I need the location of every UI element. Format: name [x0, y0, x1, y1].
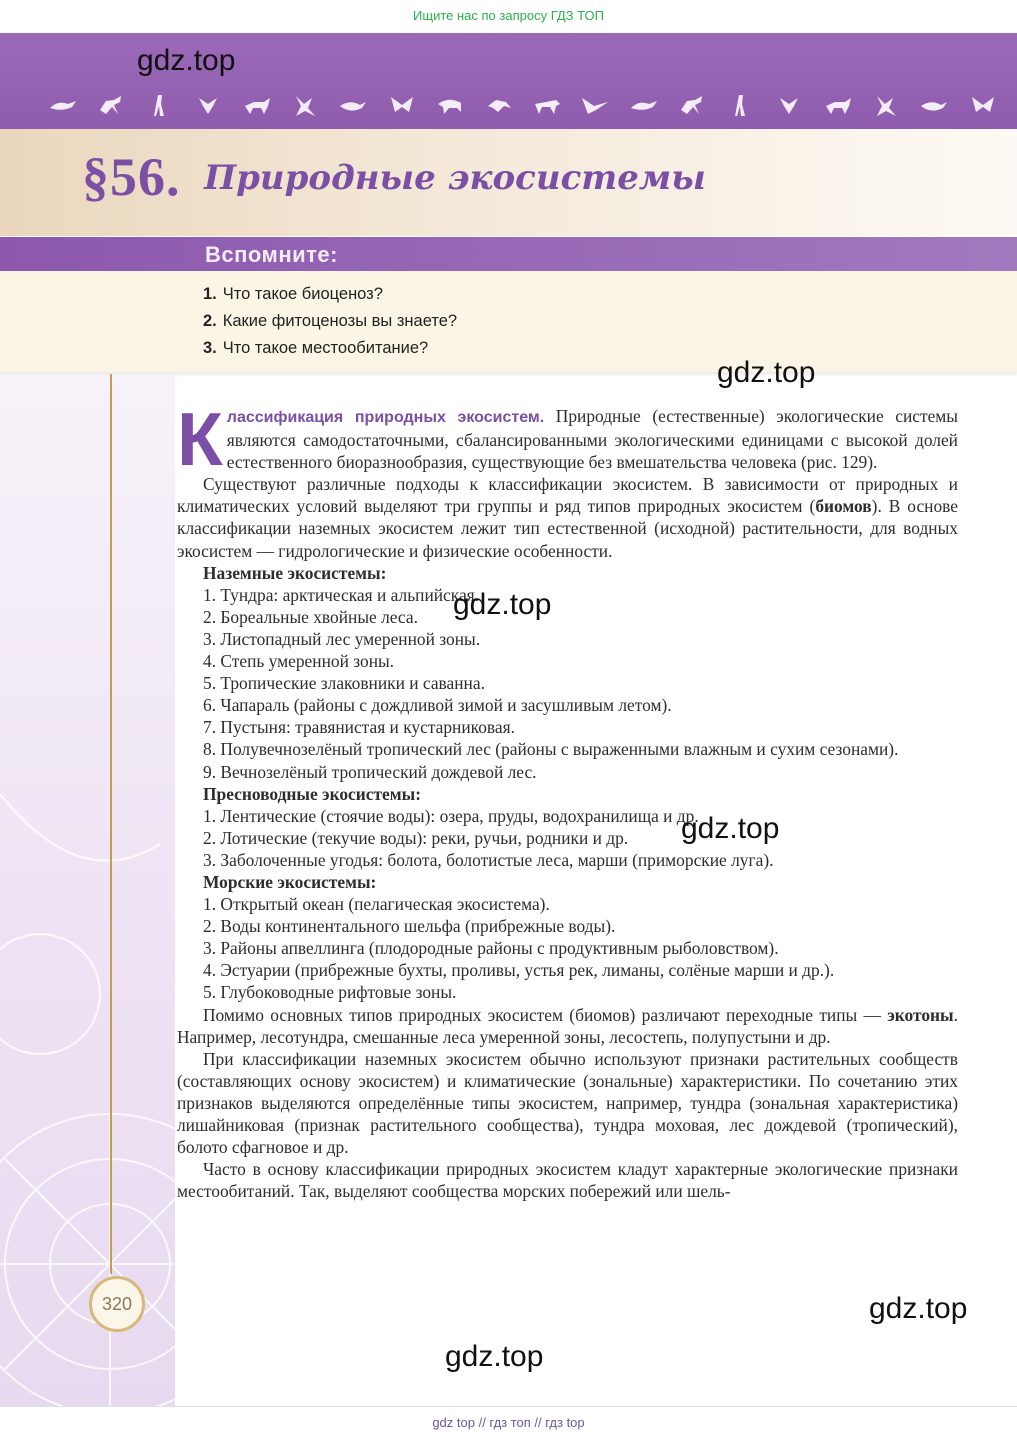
- animal-icon: [774, 92, 804, 118]
- list-item: 4. Эстуарии (прибрежные бухты, проливы, устья рек, лиманы, солёные марши и др.).: [203, 960, 835, 981]
- list-item: 2. Воды континентального шельфа (прибрежные воды).: [203, 916, 616, 937]
- recall-question: 2. Какие фитоценозы вы знаете?: [203, 312, 458, 330]
- list-item: 8. Полувечнозелёный тропический лес (районы с выраженными влажным и сухим сезонами).: [203, 739, 899, 760]
- list-item: 3. Листопадный лес умеренной зоны.: [203, 628, 481, 649]
- paragraph-title: Природные экосистемы: [204, 158, 706, 198]
- animal-icon: [871, 92, 901, 118]
- footer-divider: [0, 1406, 1017, 1407]
- drop-cap: К: [177, 397, 223, 481]
- animal-icon: [726, 92, 756, 118]
- animal-icon: [919, 92, 949, 118]
- animal-icon: [677, 92, 707, 118]
- animal-silhouette-row: [48, 90, 998, 120]
- list-item: 2. Лотические (текучие воды): реки, ручьи, родники и др.: [203, 827, 629, 848]
- list-item: 5. Глубоководные рифтовые зоны.: [203, 982, 457, 1003]
- animal-icon: [242, 92, 272, 118]
- animal-icon: [532, 92, 562, 118]
- animal-icon: [96, 92, 126, 118]
- list-item: 6. Чапараль (районы с дождливой зимой и засушливым летом).: [203, 695, 672, 716]
- body-paragraph: Помимо основных типов природных экосистем (биомов) различают переходные типы — экотоны. Например, лесотундра, смешанные леса умеренной зоны, лесостепь, полупустыни и др.: [177, 1004, 958, 1047]
- list-item: 5. Тропические злаковники и саванна.: [203, 673, 485, 694]
- recall-header-bar: [0, 237, 1017, 271]
- list-heading: Наземные экосистемы:: [203, 562, 387, 583]
- animal-icon: [435, 92, 465, 118]
- watermark: gdz.top: [717, 356, 816, 389]
- section-lead: лассификация природных экосистем.: [226, 409, 545, 426]
- animal-icon: [290, 92, 320, 118]
- list-item: 9. Вечнозелёный тропический дождевой лес.: [203, 761, 537, 782]
- list-heading: Пресноводные экосистемы:: [203, 783, 421, 804]
- watermark: gdz.top: [869, 1292, 968, 1325]
- footer-links: gdz top // гдз топ // гдз top: [432, 1415, 585, 1430]
- top-search-note: Ищите нас по запросу ГДЗ ТОП: [413, 8, 604, 23]
- margin-rule: [110, 374, 112, 1274]
- side-decoration: [0, 374, 175, 1406]
- recall-title: Вспомните:: [205, 242, 338, 267]
- body-paragraph: При классификации наземных экосистем обычно используют признаки растительных сообществ (составляющих основу экосистем) и климатические (зональные) характеристики. По сочетанию этих признаков выделяются определённые типы экосистем, например, тундра (зональная характеристика) лишайниковая (признак растительного сообщества), тундра моховая, лес дождевой (тропический), болото сфагновое и др.: [177, 1048, 958, 1158]
- list-item: 4. Степь умеренной зоны.: [203, 651, 395, 672]
- list-item: 1. Открытый океан (пелагическая экосистема).: [203, 894, 550, 915]
- list-item: 1. Тундра: арктическая и альпийская.: [203, 584, 480, 605]
- animal-icon: [580, 92, 610, 118]
- body-paragraph: Существуют различные подходы к классификации экосистем. В зависимости от природных и климатических условий выделяют три группы и ряд типов природных экосистем (биомов). В основе классификации наземных экосистем лежит тип естественной (исходной) растительности, для водных экосистем — гидрологические и физические особенности.: [177, 474, 958, 561]
- page-number: 320: [89, 1276, 145, 1332]
- paragraph-number: §56.: [82, 147, 181, 207]
- list-item: 3. Заболоченные угодья: болота, болотистые леса, марши (приморские луга).: [203, 849, 774, 870]
- list-item: 2. Бореальные хвойные леса.: [203, 606, 418, 627]
- body-paragraph: Часто в основу классификации природных экосистем кладут характерные экологические признаки местообитаний. Так, выделяют сообщества морских побережий или шель-: [177, 1159, 958, 1202]
- recall-question: 3. Что такое местообитание?: [203, 339, 429, 357]
- animal-icon: [387, 92, 417, 118]
- animal-icon: [484, 92, 514, 118]
- animal-icon: [823, 92, 853, 118]
- recall-box: [0, 271, 1017, 372]
- list-item: 7. Пустыня: травянистая и кустарниковая.: [203, 717, 515, 738]
- watermark: gdz.top: [681, 812, 780, 845]
- watermark: gdz.top: [137, 44, 236, 77]
- list-item: 3. Районы апвеллинга (плодородные районы с продуктивным рыболовством).: [203, 938, 779, 959]
- list-item: 1. Лентические (стоячие воды): озера, пруды, водохранилища и др.: [203, 805, 699, 826]
- recall-question-list: [203, 281, 457, 362]
- list-heading: Морские экосистемы:: [203, 871, 377, 892]
- animal-icon: [193, 92, 223, 118]
- compass-decoration-icon: [0, 374, 175, 1406]
- recall-question: 1. Что такое биоценоз?: [203, 285, 383, 303]
- main-text: [177, 397, 958, 1202]
- intro-paragraph: Классификация природных экосистем. Природные (естественные) экологические системы являются самодостаточными, сбалансированными экологическими единицами с высокой долей естественного биоразнообразия, существующие без вмешательства человека (рис. 129).: [177, 397, 958, 481]
- watermark: gdz.top: [445, 1340, 544, 1373]
- animal-icon: [338, 92, 368, 118]
- animal-icon: [968, 92, 998, 118]
- animal-icon: [48, 92, 78, 118]
- watermark: gdz.top: [453, 588, 552, 621]
- animal-icon: [145, 92, 175, 118]
- animal-icon: [629, 92, 659, 118]
